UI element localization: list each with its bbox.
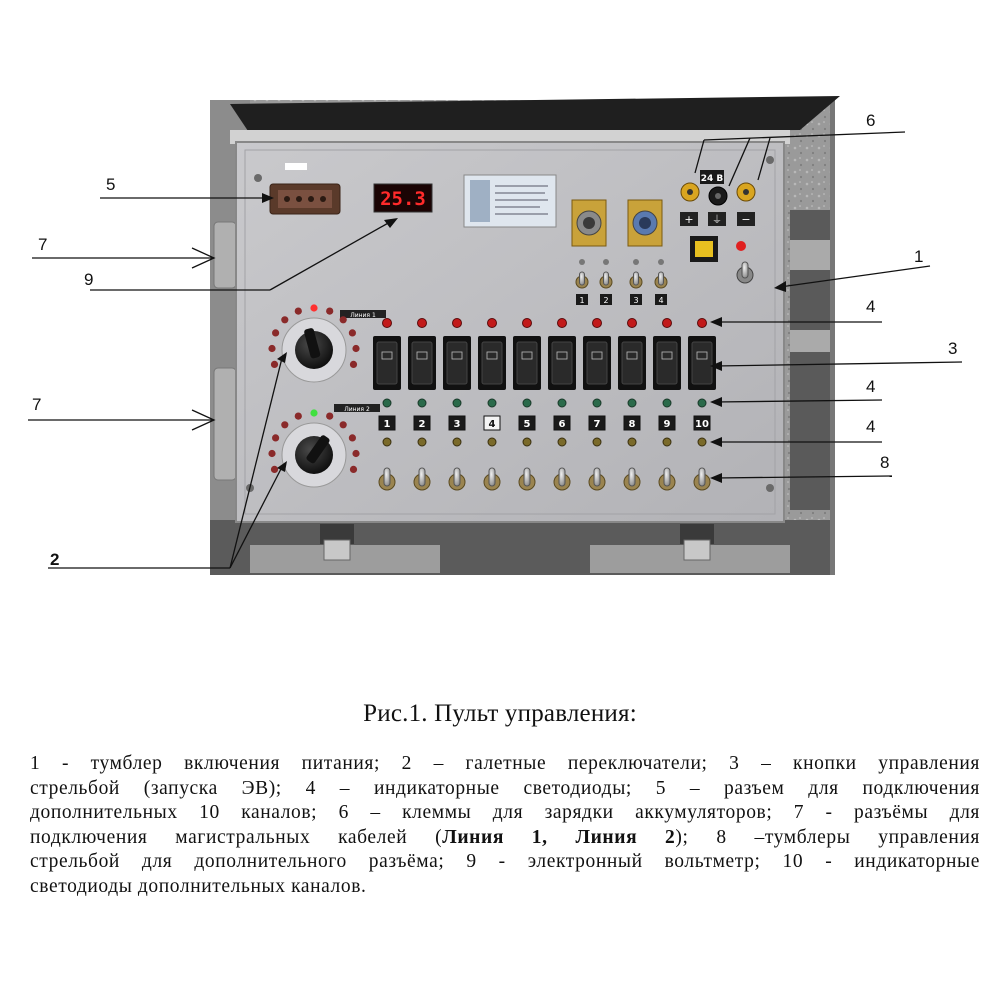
fire-led xyxy=(418,319,427,328)
status-led xyxy=(418,399,426,407)
status-led xyxy=(523,399,531,407)
fire-button xyxy=(478,336,506,390)
svg-text:⏚: ⏚ xyxy=(712,215,722,226)
status-led xyxy=(488,399,496,407)
fire-led xyxy=(453,319,462,328)
callout-5: 5 xyxy=(106,175,116,194)
callout-7a: 7 xyxy=(38,235,48,254)
selector-led xyxy=(350,361,357,368)
status-led xyxy=(628,399,636,407)
status-led xyxy=(558,399,566,407)
callout-4b: 4 xyxy=(866,377,876,396)
callout-2: 2 xyxy=(50,550,60,569)
legend-line: 1 - тумблер включения питания; 2 – галетные переключатели; 3 – кнопки управления xyxy=(30,753,980,774)
fire-led xyxy=(488,319,497,328)
selector-led xyxy=(310,304,317,311)
selector-led xyxy=(281,316,288,323)
selector-led xyxy=(271,466,278,473)
selector-led xyxy=(281,421,288,428)
fire-button xyxy=(408,336,436,390)
figure-caption: Рис.1. Пульт управления: xyxy=(363,700,637,727)
legend-line: светодиоды дополнительных каналов. xyxy=(30,875,367,897)
status-led xyxy=(383,399,391,407)
callout-1: 1 xyxy=(914,247,924,266)
channel-number: 10 xyxy=(695,419,709,430)
status-led xyxy=(453,399,461,407)
selector-led xyxy=(340,421,347,428)
fire-led xyxy=(558,319,567,328)
channel-number: 6 xyxy=(558,419,566,430)
selector-led xyxy=(268,450,275,457)
fire-led xyxy=(383,319,392,328)
nameplate xyxy=(464,175,556,227)
small-toggle-number: 3 xyxy=(633,296,639,305)
line-connector-1 xyxy=(214,222,236,288)
selector-led xyxy=(271,361,278,368)
selector-led xyxy=(340,316,347,323)
selector-led xyxy=(272,434,279,441)
svg-text:−: − xyxy=(741,213,751,226)
fire-led xyxy=(698,319,707,328)
status-led xyxy=(698,399,706,407)
selector-led xyxy=(268,345,275,352)
selector-led xyxy=(295,413,302,420)
aux-led xyxy=(628,438,636,446)
small-toggle-number: 1 xyxy=(579,296,585,305)
callout-7b: 7 xyxy=(32,395,42,414)
aux-led xyxy=(663,438,671,446)
figure-legend xyxy=(30,752,980,899)
selector-led xyxy=(352,450,359,457)
aux-led xyxy=(488,438,496,446)
channel-number: 8 xyxy=(628,419,636,430)
selector-led xyxy=(352,345,359,352)
voltmeter xyxy=(374,184,432,212)
fire-button xyxy=(548,336,576,390)
rotary-selector-1 xyxy=(282,318,346,382)
aux-led xyxy=(453,438,461,446)
callout-9: 9 xyxy=(84,270,94,289)
fire-led xyxy=(593,319,602,328)
legend-line: дополнительных 10 каналов; 6 – клеммы для зарядки аккумуляторов; 7 - разъёмы для xyxy=(30,802,980,823)
small-toggle-number: 4 xyxy=(658,296,664,305)
fire-button xyxy=(583,336,611,390)
aux-led xyxy=(418,438,426,446)
aux-led xyxy=(558,438,566,446)
line-connector-2 xyxy=(214,368,236,480)
power-lamp xyxy=(736,241,746,251)
selector-led xyxy=(350,466,357,473)
selector-led xyxy=(349,434,356,441)
callout-6: 6 xyxy=(866,111,876,130)
fire-button xyxy=(618,336,646,390)
aux-led xyxy=(523,438,531,446)
line-2-label: Линия 2 xyxy=(344,406,370,413)
selector-led xyxy=(272,329,279,336)
selector-led xyxy=(326,308,333,315)
rotary-selector-2 xyxy=(282,423,346,487)
channel-number: 1 xyxy=(383,419,391,430)
small-toggle-number: 2 xyxy=(603,296,609,305)
callout-4a: 4 xyxy=(866,297,876,316)
fire-led xyxy=(628,319,637,328)
aux-led xyxy=(698,438,706,446)
channel-number: 5 xyxy=(523,419,531,430)
aux-led xyxy=(383,438,391,446)
selector-led xyxy=(295,308,302,315)
selector-led xyxy=(326,413,333,420)
fire-button xyxy=(443,336,471,390)
terminal-label: 24 В xyxy=(700,174,724,184)
line-1-label: Линия 1 xyxy=(350,312,376,319)
channel-number: 2 xyxy=(418,419,426,430)
fire-led xyxy=(523,319,532,328)
callout-4c: 4 xyxy=(866,417,876,436)
fire-led xyxy=(663,319,672,328)
channel-number: 7 xyxy=(593,419,601,430)
status-led xyxy=(593,399,601,407)
fire-button xyxy=(653,336,681,390)
selector-led xyxy=(349,329,356,336)
channel-number: 3 xyxy=(453,419,461,430)
callout-8: 8 xyxy=(880,453,890,472)
fire-button xyxy=(688,336,716,390)
status-led xyxy=(663,399,671,407)
legend-line: стрельбой для дополнительного разъёма; 9 - электронный вольтметр; 10 - индикаторные xyxy=(30,851,980,872)
svg-text:+: + xyxy=(684,213,694,226)
fire-button xyxy=(513,336,541,390)
aux-led xyxy=(593,438,601,446)
selector-led xyxy=(310,409,317,416)
fire-button xyxy=(373,336,401,390)
auxiliary-connector xyxy=(270,184,340,214)
callout-3: 3 xyxy=(948,339,958,358)
legend-line: подключения магистральных кабелей (Линия 1, Линия 2); 8 –тумблеры управления xyxy=(30,826,981,848)
channel-number: 4 xyxy=(488,419,496,430)
legend-line: стрельбой (запуска ЭВ); 4 – индикаторные светодиоды; 5 – разъем для подключения xyxy=(30,777,980,799)
voltmeter-reading: 25.3 xyxy=(380,188,426,210)
channel-number: 9 xyxy=(663,419,671,430)
